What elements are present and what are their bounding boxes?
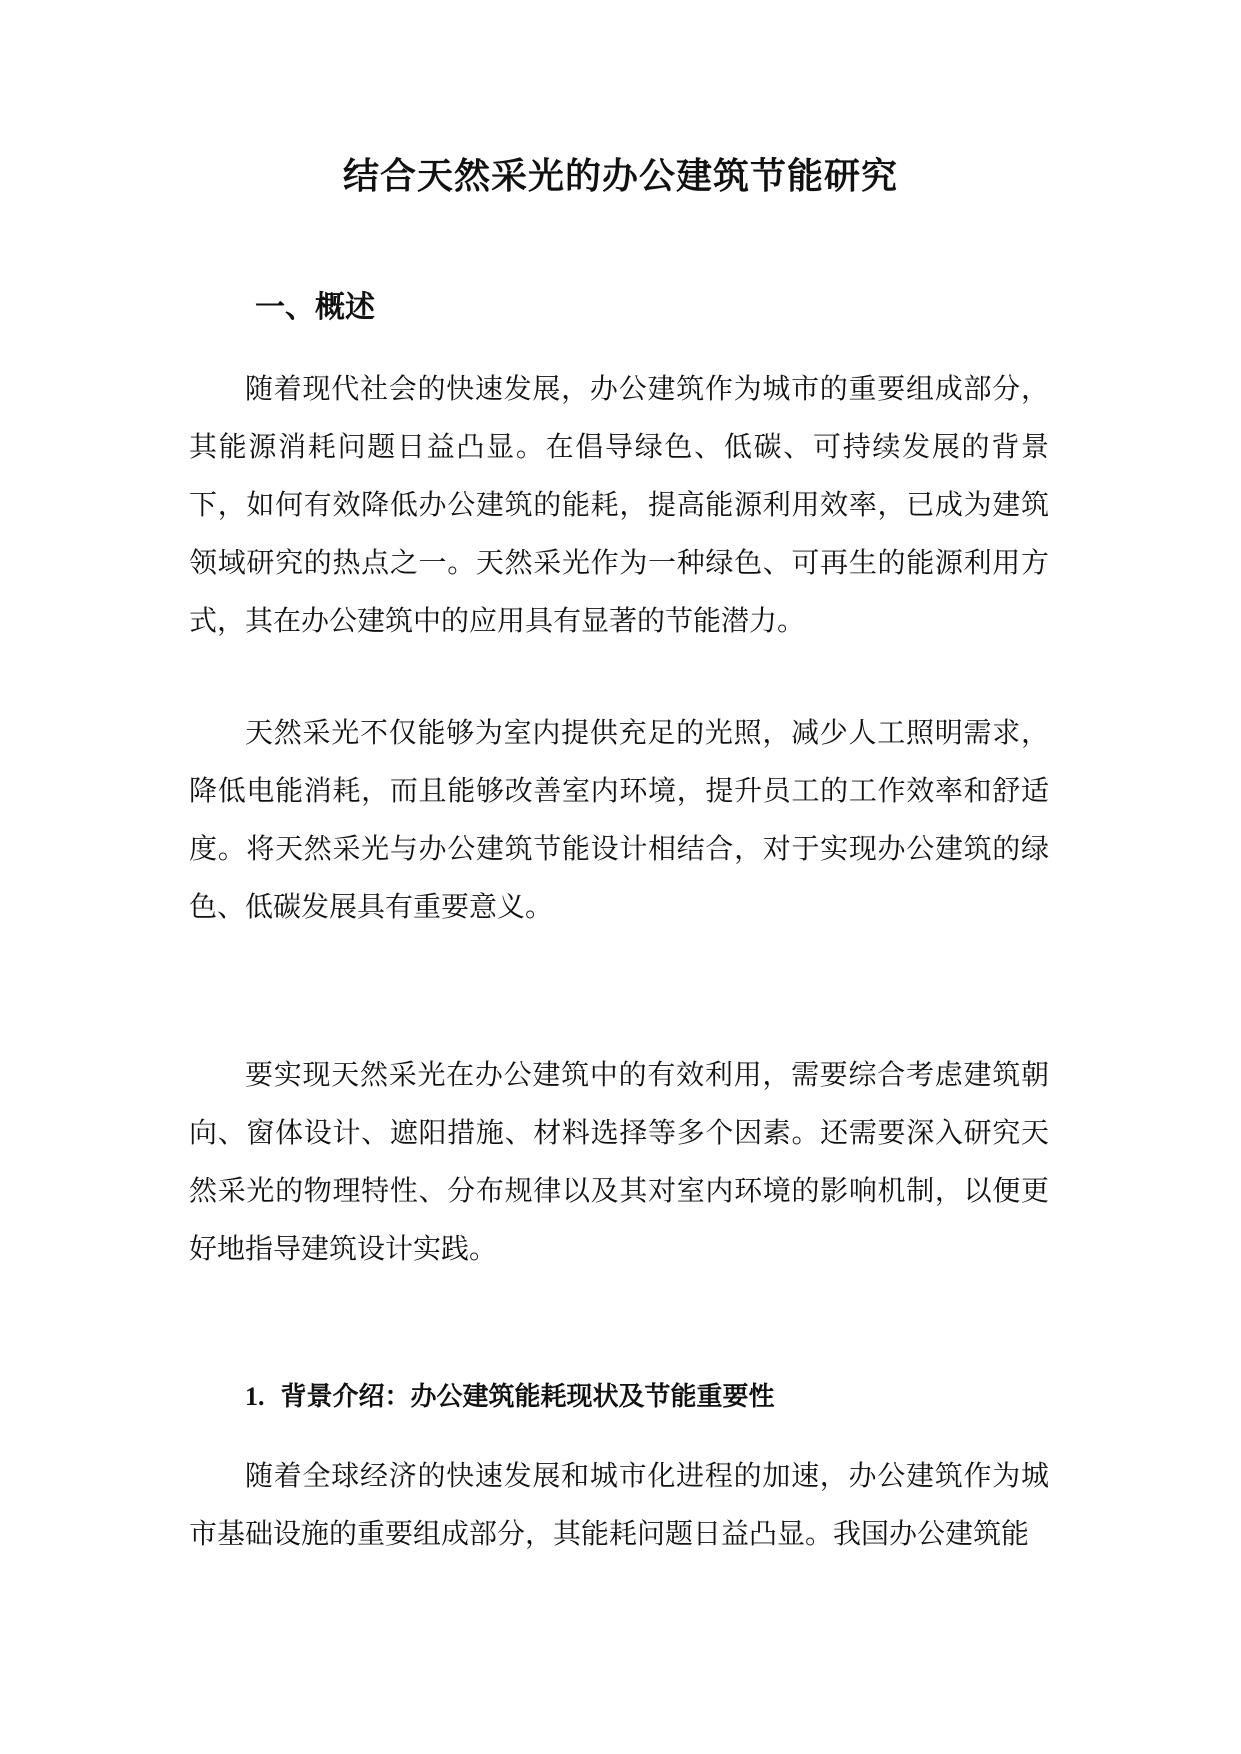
- paragraph-3: 要实现天然采光在办公建筑中的有效利用，需要综合考虑建筑朝向、窗体设计、遮阳措施、材料选择等多个因素。还需要深入研究天然采光的物理特性、分布规律以及其对室内环境的影响机制，以便更好地指导建筑设计实践。: [189, 1058, 1049, 1265]
- paragraph-4: 随着全球经济的快速发展和城市化进程的加速，办公建筑作为城市基础设施的重要组成部分，其能耗问题日益凸显。我国办公建筑能: [189, 1459, 1049, 1550]
- paragraph-2: 天然采光不仅能够为室内提供充足的光照，减少人工照明需求，降低电能消耗，而且能够改善室内环境，提升员工的工作效率和舒适度。将天然采光与办公建筑节能设计相结合，对于实现办公建筑的绿色、低碳发展具有重要意义。: [189, 716, 1049, 923]
- paragraph-1: 随着现代社会的快速发展，办公建筑作为城市的重要组成部分，其能源消耗问题日益凸显。在倡导绿色、低碳、可持续发展的背景下，如何有效降低办公建筑的能耗，提高能源利用效率，已成为建筑领域研究的热点之一。天然采光作为一种绿色、可再生的能源利用方式，其在办公建筑中的应用具有显著的节能潜力。: [189, 372, 1049, 637]
- section-heading-overview: 一、概述: [255, 290, 375, 325]
- subsection-number: 1.: [245, 1382, 265, 1411]
- subsection-heading-text: 背景介绍：办公建筑能耗现状及节能重要性: [280, 1382, 775, 1412]
- document-title: 结合天然采光的办公建筑节能研究: [342, 155, 898, 197]
- subsection-heading-background: [245, 1376, 775, 1413]
